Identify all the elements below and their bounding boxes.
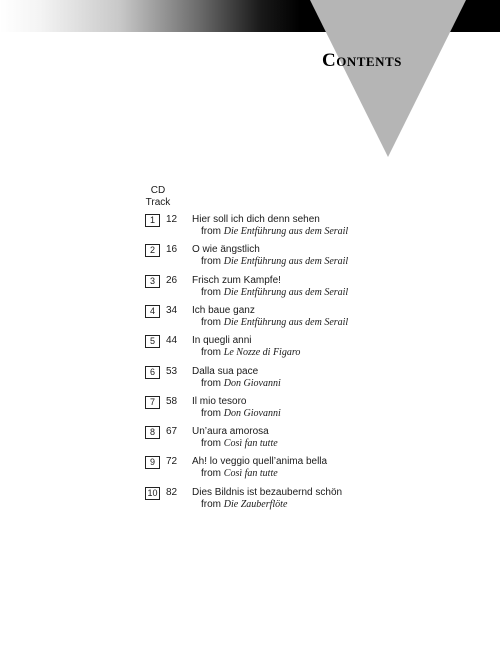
header-triangle (0, 0, 500, 160)
table-row (0, 365, 500, 395)
track-number: 7 (145, 396, 160, 409)
opera-title: Die Zauberflöte (223, 498, 288, 510)
table-row (0, 274, 500, 304)
page-number: 53 (166, 365, 178, 377)
song-source (201, 407, 281, 420)
opera-title: Die Entführung aus dem Serail (223, 256, 349, 268)
opera-title: Die Entführung aus dem Serail (223, 286, 349, 298)
song-title: O wie ängstlich (192, 244, 260, 256)
track-number: 2 (145, 244, 160, 257)
table-row (0, 213, 500, 243)
from-label: from (201, 377, 221, 389)
page-number: 34 (166, 304, 178, 316)
table-row (0, 425, 500, 455)
page-number: 58 (166, 395, 178, 407)
song-source (201, 225, 348, 238)
song-title: Frisch zum Kampfe! (192, 274, 281, 286)
song-source (201, 467, 278, 480)
cd-track-header (138, 185, 178, 209)
from-label: from (201, 347, 221, 359)
page-number: 72 (166, 456, 178, 468)
from-label: from (201, 226, 221, 237)
track-number: 6 (145, 366, 160, 379)
from-label: from (201, 316, 221, 328)
page-title: Contents (322, 50, 402, 71)
song-source (201, 346, 300, 359)
table-row (0, 395, 500, 425)
track-number: 8 (145, 426, 160, 439)
table-row (0, 455, 500, 485)
track-number: 4 (145, 305, 160, 318)
opera-title: Le Nozze di Figaro (223, 347, 301, 359)
table-row (0, 243, 500, 273)
song-source (201, 255, 348, 268)
page-number: 26 (166, 274, 178, 286)
from-label: from (201, 498, 221, 510)
song-title: Ah! lo veggio quell’anima bella (192, 456, 328, 468)
song-source (201, 316, 348, 329)
track-number: 9 (145, 456, 160, 469)
song-source (201, 437, 278, 450)
page-number: 44 (166, 335, 178, 347)
track-number: 10 (145, 487, 160, 500)
from-label: from (201, 438, 221, 450)
track-number: 1 (145, 214, 160, 227)
song-source (201, 498, 287, 511)
track-number: 3 (145, 275, 160, 288)
page-number: 82 (166, 486, 178, 498)
table-row (0, 304, 500, 334)
from-label: from (201, 468, 221, 480)
opera-title: Così fan tutte (223, 438, 278, 450)
table-row (0, 486, 500, 516)
page-number: 16 (166, 244, 178, 256)
song-source (201, 286, 348, 299)
track-number: 5 (145, 335, 160, 348)
page-number: 12 (166, 214, 178, 225)
page-number: 67 (166, 426, 178, 438)
from-label: from (201, 286, 221, 298)
opera-title: Don Giovanni (223, 407, 281, 419)
song-source (201, 377, 281, 390)
song-title: Dalla sua pace (192, 365, 259, 377)
opera-title: Così fan tutte (223, 468, 278, 480)
opera-title: Die Entführung aus dem Serail (223, 226, 349, 237)
song-title: Dies Bildnis ist bezaubernd schön (192, 486, 343, 498)
opera-title: Die Entführung aus dem Serail (223, 316, 349, 328)
song-title: In quegli anni (192, 335, 252, 347)
cd-label: CD (150, 185, 166, 196)
song-title: Hier soll ich dich denn sehen (192, 214, 320, 225)
opera-title: Don Giovanni (223, 377, 281, 389)
table-row (0, 334, 500, 364)
song-title: Ich baue ganz (192, 304, 255, 316)
track-label: Track (145, 197, 171, 208)
song-title: Il mio tesoro (192, 395, 247, 407)
song-title: Un’aura amorosa (192, 426, 269, 438)
from-label: from (201, 407, 221, 419)
from-label: from (201, 256, 221, 268)
